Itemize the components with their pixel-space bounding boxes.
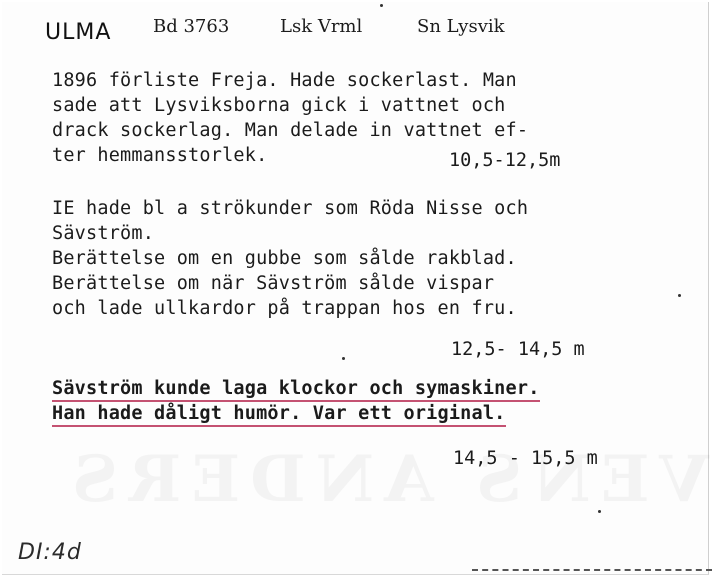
paragraph-line: IE hade bl a strökunder som Röda Nisse och (52, 198, 529, 219)
ink-speck (380, 4, 383, 7)
region-label: Lsk Vrml (280, 16, 363, 37)
paragraph-line: Berättelse om en gubbe som sålde rakblad. (52, 248, 517, 269)
paragraph-line: 1896 förliste Freja. Hade sockerlast. Man (52, 70, 517, 91)
paragraph-line: drack sockerlag. Man delade in vattnet ef- (52, 120, 529, 141)
volume-label: Bd 3763 (153, 16, 230, 37)
paragraph-line: sade att Lysviksborna gick i vattnet och (52, 95, 506, 116)
archive-card (2, 2, 709, 575)
underlined-text: Sävström kunde laga klockor och symaskiner. (52, 377, 540, 402)
page-range-3: 14,5 - 15,5 m (453, 448, 598, 469)
paragraph-line: ter hemmansstorlek. (52, 145, 268, 166)
bleed-through-decoration (62, 442, 714, 517)
paragraph-line-underlined (52, 401, 652, 426)
ink-speck (342, 357, 345, 360)
paragraph-line: Berättelse om när Sävström sålde vispar (52, 273, 495, 294)
page-range-1: 10,5-12,5m (449, 150, 561, 171)
paragraph-1 (52, 68, 652, 168)
ink-speck (678, 294, 681, 297)
catalog-stamp: DI:4d (18, 540, 82, 565)
card-header (42, 16, 682, 46)
paragraph-3-highlighted (52, 376, 652, 426)
underlined-text: Han hade dåligt humör. Var ett original. (52, 402, 506, 427)
archive-label: ULMA (45, 20, 112, 45)
paragraph-2 (52, 196, 652, 321)
bottom-dashed-rule (472, 569, 712, 571)
paragraph-line: och lade ullkardor på trappan hos en fru. (52, 298, 517, 319)
parish-label: Sn Lysvik (417, 16, 505, 37)
paragraph-line: Sävström. (52, 223, 155, 244)
ink-speck (598, 510, 601, 513)
page-range-2: 12,5- 14,5 m (451, 339, 585, 360)
paragraph-line-underlined (52, 376, 652, 401)
